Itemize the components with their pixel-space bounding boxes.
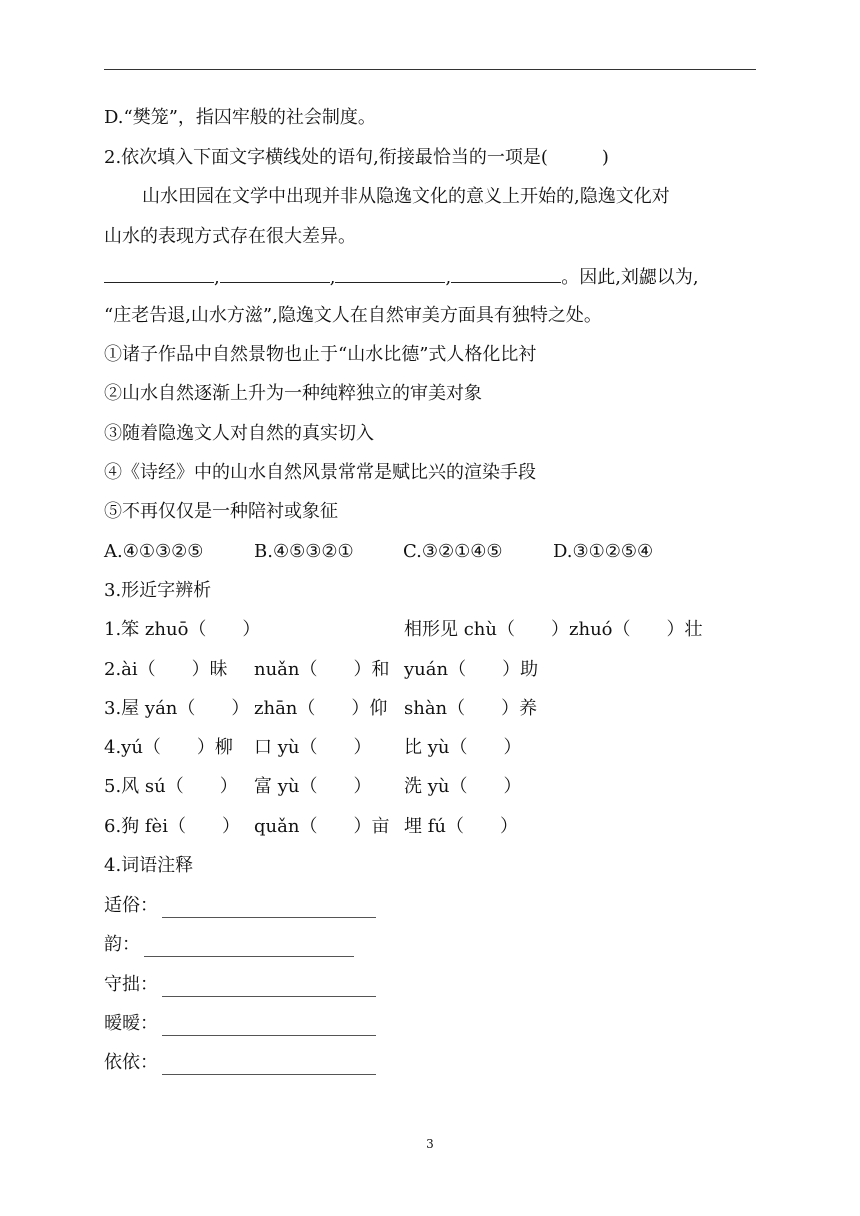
choice-a[interactable]: A.④①③②⑤ xyxy=(104,541,204,562)
char-item: 洗 yù（ ） xyxy=(404,776,522,797)
item-d: D.“樊笼”，指囚牢般的社会制度。 xyxy=(104,107,376,128)
char-item: yuán（ ）助 xyxy=(404,659,539,680)
char-row-6 xyxy=(104,815,756,839)
term-row xyxy=(104,973,376,997)
blank-1[interactable] xyxy=(104,264,214,283)
blank-3[interactable] xyxy=(335,264,445,283)
choice-c[interactable]: C.③②①④⑤ xyxy=(403,541,503,562)
page-number: 3 xyxy=(426,1137,434,1151)
question-2-stem: 2.依次填入下面文字横线处的语句,衔接最恰当的一项是( ) xyxy=(104,147,609,168)
char-item: 6.狗 fèi（ ） xyxy=(104,816,240,837)
char-item: zhān（ ）仰 xyxy=(254,698,388,719)
term-label: 暧暧： xyxy=(104,1013,158,1034)
blank-4[interactable] xyxy=(451,264,561,283)
passage-tail: 。因此,刘勰以为, xyxy=(561,267,699,288)
char-item: 4.yú（ ）柳 xyxy=(104,737,233,758)
char-item: 3.屋 yán（ ） xyxy=(104,698,250,719)
passage-line-2: 山水的表现方式存在很大差异。 xyxy=(104,226,356,247)
question-4-title: 4.词语注释 xyxy=(104,855,194,876)
char-item: quǎn（ ）亩 xyxy=(254,816,390,837)
char-item: 口 yù（ ） xyxy=(254,737,372,758)
char-item: 富 yù（ ） xyxy=(254,776,372,797)
char-row-5 xyxy=(104,775,756,799)
term-row xyxy=(104,1012,376,1036)
char-row-1 xyxy=(104,618,756,642)
char-item: 比 yù（ ） xyxy=(404,737,522,758)
char-item: nuǎn（ ）和 xyxy=(254,659,390,680)
choice-d[interactable]: D.③①②⑤④ xyxy=(553,541,654,562)
option-1: ①诸子作品中自然景物也止于“山水比德”式人格化比衬 xyxy=(104,344,537,365)
passage-line-4: “庄老告退,山水方滋”,隐逸文人在自然审美方面具有独特之处。 xyxy=(104,305,602,326)
term-label: 适俗： xyxy=(104,895,158,916)
header-rule xyxy=(104,69,756,70)
answer-line[interactable] xyxy=(162,901,376,918)
char-item: 埋 fú（ ） xyxy=(404,816,518,837)
option-3: ③随着隐逸文人对自然的真实切入 xyxy=(104,423,374,444)
char-item: 相形见 chù（ ）zhuó（ ）壮 xyxy=(404,619,703,640)
choice-b[interactable]: B.④⑤③②① xyxy=(254,541,354,562)
term-label: 韵： xyxy=(104,934,140,955)
char-item: shàn（ ）养 xyxy=(404,698,538,719)
option-5: ⑤不再仅仅是一种陪衬或象征 xyxy=(104,501,338,522)
char-row-2 xyxy=(104,658,756,682)
option-4: ④《诗经》中的山水自然风景常常是赋比兴的渲染手段 xyxy=(104,462,536,483)
char-item: 1.笨 zhuō（ ） xyxy=(104,619,261,640)
answer-line[interactable] xyxy=(162,980,376,997)
char-row-4 xyxy=(104,736,756,760)
char-row-3 xyxy=(104,697,756,721)
char-item: 2.ài（ ）昧 xyxy=(104,659,228,680)
answer-line[interactable] xyxy=(144,940,354,957)
term-row xyxy=(104,894,376,918)
answer-line[interactable] xyxy=(162,1019,376,1036)
answer-line[interactable] xyxy=(162,1058,376,1075)
passage-line-1: 山水田园在文学中出现并非从隐逸文化的意义上开始的,隐逸文化对 xyxy=(142,186,670,207)
term-label: 依依： xyxy=(104,1052,158,1073)
term-row xyxy=(104,933,354,957)
passage-blanks-line: , , , 。因此,刘勰以为, xyxy=(104,264,699,290)
term-row xyxy=(104,1051,376,1075)
answer-choices xyxy=(104,540,756,564)
question-3-title: 3.形近字辨析 xyxy=(104,580,212,601)
char-item: 5.风 sú（ ） xyxy=(104,776,238,797)
blank-2[interactable] xyxy=(220,264,330,283)
term-label: 守拙： xyxy=(104,974,158,995)
option-2: ②山水自然逐渐上升为一种纯粹独立的审美对象 xyxy=(104,383,482,404)
